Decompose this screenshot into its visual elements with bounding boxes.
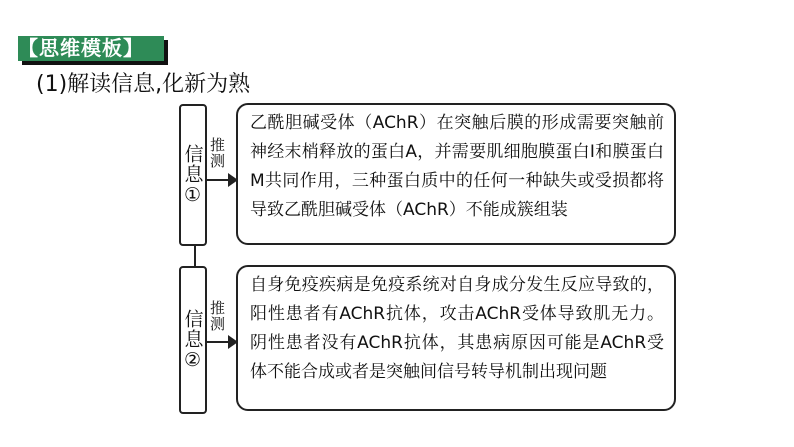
info-label-1: 信息① bbox=[179, 104, 207, 246]
info-text-box-2: 自身免疫疾病是免疫系统对自身成分发生反应导致的，阳性患者有AChR抗体，攻击AChR受体导致肌无力。阴性患者没有AChR抗体，其患病原因可能是AChR受体不能合成或者是突触间信号转导机制出现问题 bbox=[236, 265, 676, 411]
connector-line bbox=[194, 246, 196, 266]
section-banner: 【思维模板】 bbox=[18, 36, 164, 61]
infer-label-1: 推测 bbox=[208, 137, 226, 169]
info-text-box-1: 乙酰胆碱受体（AChR）在突触后膜的形成需要突触前神经末梢释放的蛋白A，并需要肌细胞膜蛋白Ⅰ和膜蛋白M共同作用，三种蛋白质中的任何一种缺失或受损都将导致乙酰胆碱受体（AChR）不能成簇组装 bbox=[236, 103, 676, 245]
info-label-2: 信息② bbox=[179, 266, 207, 414]
infer-label-2: 推测 bbox=[208, 300, 226, 332]
section-heading: (1)解读信息,化新为熟 bbox=[36, 72, 251, 97]
